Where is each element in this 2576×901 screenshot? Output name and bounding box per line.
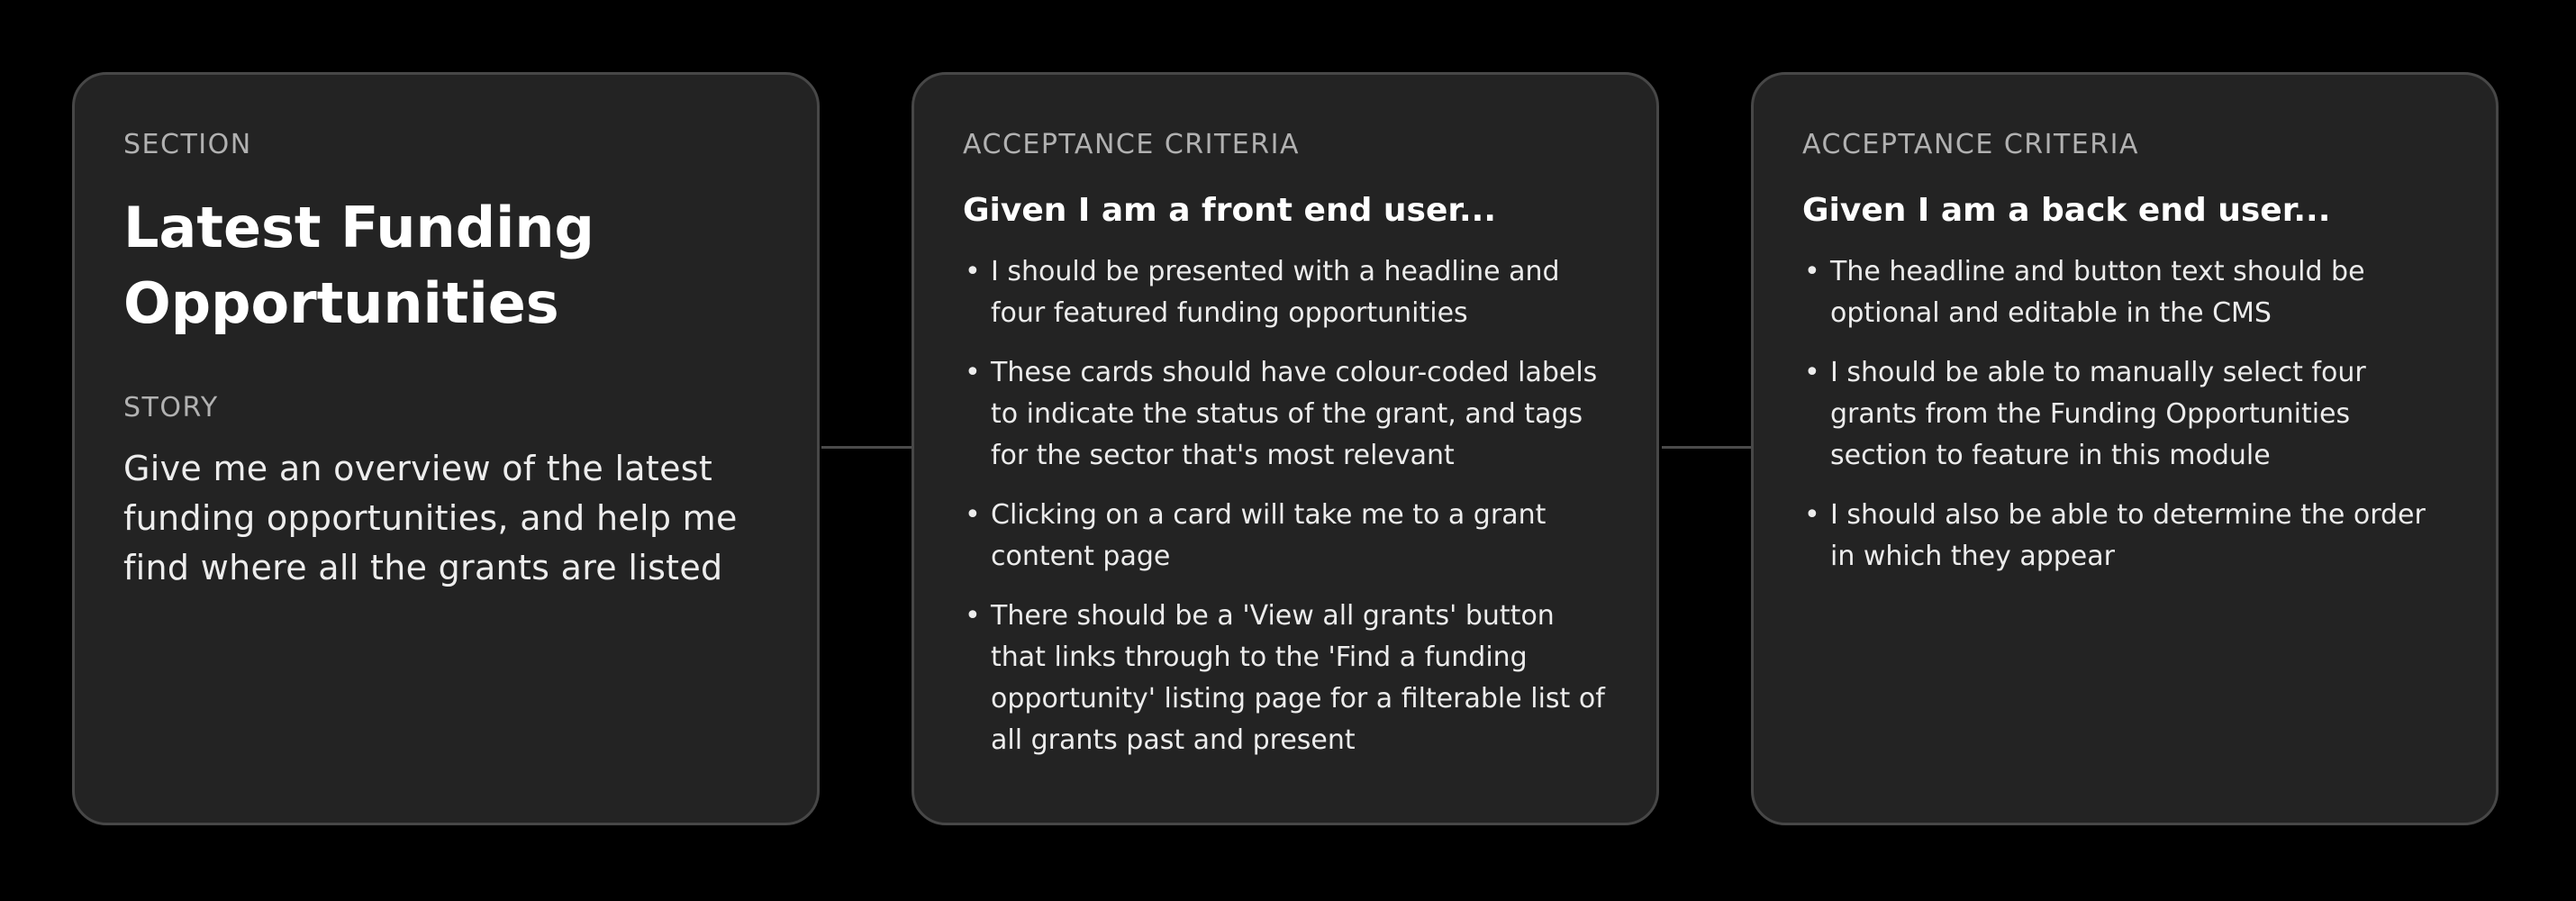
bullet-icon: •: [1804, 256, 1820, 287]
front-end-criteria-card: [912, 72, 1659, 825]
back-end-criteria-card: [1751, 72, 2499, 825]
connector-line-2: [1662, 446, 1755, 449]
acceptance-criteria-label: ACCEPTANCE CRITERIA: [963, 129, 1300, 160]
criteria-item: [963, 596, 1608, 761]
criteria-text: The headline and button text should be optional and editable in the CMS: [1830, 256, 2365, 329]
bullet-icon: •: [965, 499, 981, 531]
section-label: SECTION: [123, 129, 252, 160]
connector-line-1: [821, 446, 914, 449]
front-end-criteria-list: [963, 251, 1608, 761]
section-title: [123, 190, 768, 341]
criteria-text: Clicking on a card will take me to a grant content page: [991, 499, 1547, 572]
criteria-item: [1802, 352, 2447, 477]
criteria-text: I should also be able to determine the order in which they appear: [1830, 499, 2426, 572]
criteria-text: There should be a 'View all grants' button that links through to the 'Find a funding opportunity' listing page for a filterable list of all grants past and present: [991, 600, 1605, 756]
story-card: [72, 72, 820, 825]
section-title-line-1: Latest Funding: [123, 195, 594, 260]
criteria-item: [963, 495, 1608, 578]
criteria-text: These cards should have colour-coded labels to indicate the status of the grant, and tags for the sector that's most relevant: [991, 357, 1598, 471]
criteria-item: [1802, 251, 2447, 334]
section-title-line-2: Opportunities: [123, 270, 559, 336]
criteria-item: [963, 251, 1608, 334]
back-end-heading: Given I am a back end user...: [1802, 192, 2331, 229]
story-label: STORY: [123, 392, 219, 423]
story-text: Give me an overview of the latest funding opportunities, and help me find where all the grants are listed: [123, 449, 738, 587]
criteria-text: I should be presented with a headline and four featured funding opportunities: [991, 256, 1560, 329]
bullet-icon: •: [1804, 499, 1820, 531]
criteria-item: [963, 352, 1608, 477]
bullet-icon: •: [965, 600, 981, 632]
acceptance-criteria-label: ACCEPTANCE CRITERIA: [1802, 129, 2139, 160]
bullet-icon: •: [1804, 357, 1820, 388]
front-end-heading: Given I am a front end user...: [963, 192, 1497, 229]
criteria-text: I should be able to manually select four grants from the Funding Opportunities section to feature in this module: [1830, 357, 2366, 471]
back-end-criteria-list: [1802, 251, 2447, 578]
criteria-item: [1802, 495, 2447, 578]
bullet-icon: •: [965, 256, 981, 287]
bullet-icon: •: [965, 357, 981, 388]
